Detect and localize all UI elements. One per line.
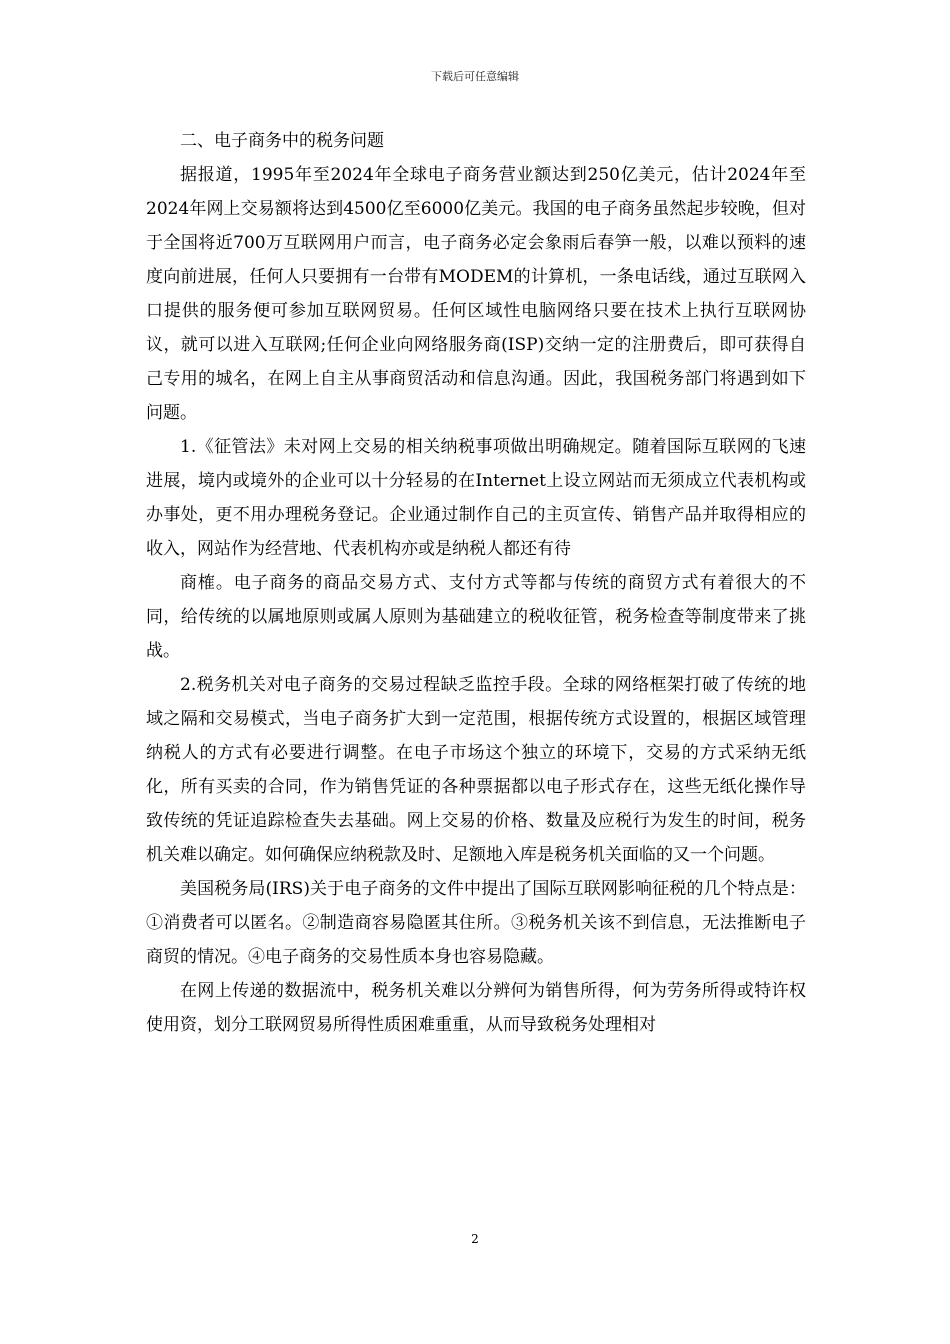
paragraph-data-flow: 在网上传递的数据流中，税务机关难以分辨何为销售所得，何为劳务所得或特许权使用资，划分工联网贸易所得性质困难重重，从而导致税务处理相对 bbox=[146, 981, 806, 1035]
paragraph-report: 据报道，1995年至2024年全球电子商务营业额达到250亿美元，估计2024年至2024年网上交易额将达到4500亿至6000亿美元。我国的电子商务虽然起步较晚，但对于全国将近700万互联网用户而言，电子商务必定会象雨后春笋一般，以难以预料的速度向前进展，任何人只要拥有一台带有MODEM的计算机，一条电话线，通过互联网入口提供的服务便可参加互联网贸易。任何区域性电脑网络只要在技术上执行互联网协议，就可以进入互联网;任何企业向网络服务商(ISP)交纳一定的注册费后，即可获得自己专用的城名，在网上自主从事商贸活动和信息沟通。因此，我国税务部门将遇到如下问题。 bbox=[146, 165, 806, 423]
page-header-note: 下载后可任意编辑 bbox=[431, 70, 519, 83]
paragraph-item-1: 1.《征管法》未对网上交易的相关纳税事项做出明确规定。随着国际互联网的飞速进展，境内或境外的企业可以十分轻易的在Internet上设立网站而无须成立代表机构或办事处，更不用办理税务登记。企业通过制作自己的主页宣传、销售产品并取得相应的收入，网站作为经营地、代表机构亦或是纳税人都还有待 bbox=[146, 437, 806, 559]
section-heading: 二、电子商务中的税务问题 bbox=[180, 131, 384, 151]
page-number: 2 bbox=[471, 1232, 479, 1246]
paragraph-item-1-continued: 商榷。电子商务的商品交易方式、支付方式等都与传统的商贸方式有着很大的不同，给传统的以属地原则或属人原则为基础建立的税收征管，税务检查等制度带来了挑战。 bbox=[146, 573, 806, 661]
paragraph-item-2: 2.税务机关对电子商务的交易过程缺乏监控手段。全球的网络框架打破了传统的地域之隔和交易模式，当电子商务扩大到一定范围，根据传统方式设置的，根据区域管理纳税人的方式有必要进行调整。在电子市场这个独立的环境下，交易的方式采纳无纸化，所有买卖的合同，作为销售凭证的各种票据都以电子形式存在，这些无纸化操作导致传统的凭证追踪检查失去基础。网上交易的价格、数量及应税行为发生的时间，税务机关难以确定。如何确保应纳税款及时、足额地入库是税务机关面临的又一个问题。 bbox=[146, 675, 806, 865]
paragraph-irs: 美国税务局(IRS)关于电子商务的文件中提出了国际互联网影响征税的几个特点是：①消费者可以匿名。②制造商容易隐匿其住所。③税务机关该不到信息，无法推断电子商贸的情况。④电子商务的交易性质本身也容易隐藏。 bbox=[146, 879, 806, 967]
document-body bbox=[146, 124, 806, 1042]
